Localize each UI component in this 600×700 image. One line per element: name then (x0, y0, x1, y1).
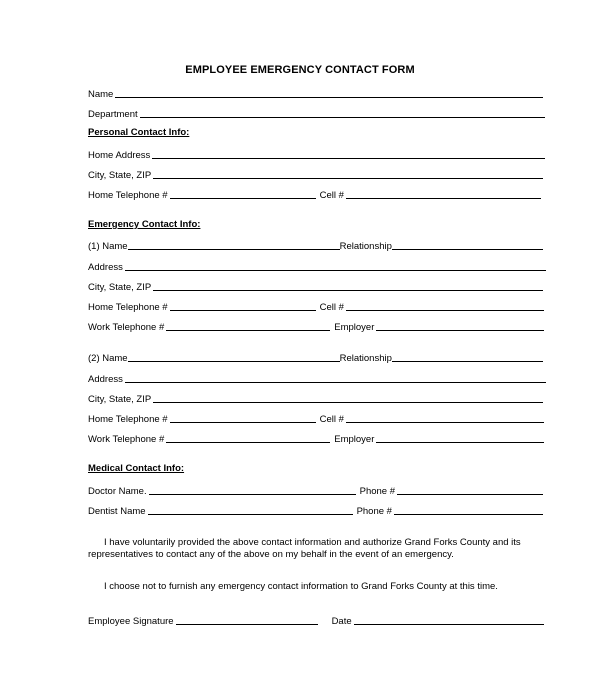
relationship-label: Relationship (339, 353, 392, 364)
contact1-cell-field[interactable] (346, 300, 544, 311)
employer-label: Employer (334, 434, 375, 445)
department-label: Department (88, 109, 138, 120)
city-state-zip-label: City, State, ZIP (88, 282, 152, 293)
signature-row (88, 613, 544, 627)
work-telephone-label: Work Telephone # (88, 322, 165, 333)
home-telephone-label: Home Telephone # (88, 190, 168, 201)
doctor-phone-label: Phone # (359, 486, 396, 497)
cell-label: Cell # (319, 302, 344, 313)
address-label: Address (88, 374, 123, 385)
contact1-employer-field[interactable] (376, 320, 544, 331)
contact1-name-label: (1) Name (88, 241, 128, 252)
contact2-work-telephone-field[interactable] (166, 432, 330, 443)
contact2-name-label: (2) Name (88, 353, 128, 364)
contact1-relationship-field[interactable] (392, 239, 543, 250)
dentist-phone-field[interactable] (394, 504, 543, 515)
form-title: EMPLOYEE EMERGENCY CONTACT FORM (185, 64, 415, 76)
dentist-name-field[interactable] (148, 504, 353, 515)
contact2-home-phone-row (88, 411, 544, 425)
dentist-phone-label: Phone # (356, 506, 392, 517)
home-telephone-label: Home Telephone # (88, 414, 168, 425)
contact2-relationship-field[interactable] (392, 351, 543, 362)
emergency-contact-heading: Emergency Contact Info: (88, 219, 201, 230)
contact2-city-row (88, 391, 543, 405)
doctor-phone-field[interactable] (397, 484, 543, 495)
date-field[interactable] (354, 614, 544, 625)
relationship-label: Relationship (339, 241, 392, 252)
contact1-city-field[interactable] (153, 280, 543, 291)
personal-phone-row (88, 187, 541, 201)
doctor-row (88, 483, 543, 497)
contact2-home-telephone-field[interactable] (170, 412, 316, 423)
personal-cell-field[interactable] (346, 188, 541, 199)
department-row (88, 106, 545, 120)
date-label: Date (331, 616, 352, 627)
contact2-address-row (88, 371, 546, 385)
contact1-work-phone-row (88, 319, 544, 333)
personal-city-field[interactable] (153, 168, 543, 179)
address-label: Address (88, 262, 123, 273)
home-address-label: Home Address (88, 150, 151, 161)
doctor-name-label: Doctor Name. (88, 486, 147, 497)
contact2-address-field[interactable] (125, 372, 546, 383)
home-address-field[interactable] (152, 148, 545, 159)
employee-signature-label: Employee Signature (88, 616, 174, 627)
contact1-work-telephone-field[interactable] (166, 320, 330, 331)
city-state-zip-label: City, State, ZIP (88, 170, 152, 181)
contact2-name-row (88, 350, 543, 364)
cell-label: Cell # (319, 190, 344, 201)
decline-statement: I choose not to furnish any emergency contact information to Grand Forks County at this time. (104, 581, 498, 592)
contact1-name-field[interactable] (128, 239, 340, 250)
employee-signature-field[interactable] (176, 614, 318, 625)
name-field[interactable] (115, 87, 543, 98)
doctor-name-field[interactable] (149, 484, 356, 495)
contact1-name-row (88, 238, 543, 252)
name-label: Name (88, 89, 114, 100)
name-row (88, 86, 543, 100)
authorization-statement: I have voluntarily provided the above contact information and authorize Grand Forks County and its representatives to contact any of the above on my behalf in the event of an emergency. (88, 537, 521, 560)
contact1-address-row (88, 259, 546, 273)
dentist-row (88, 503, 543, 517)
contact2-employer-field[interactable] (376, 432, 544, 443)
contact1-address-field[interactable] (125, 260, 546, 271)
contact2-city-field[interactable] (153, 392, 543, 403)
work-telephone-label: Work Telephone # (88, 434, 165, 445)
home-telephone-label: Home Telephone # (88, 302, 168, 313)
contact2-name-field[interactable] (128, 351, 340, 362)
personal-contact-heading: Personal Contact Info: (88, 127, 190, 138)
contact2-cell-field[interactable] (346, 412, 544, 423)
city-state-zip-label: City, State, ZIP (88, 394, 152, 405)
personal-city-row (88, 167, 543, 181)
medical-contact-heading: Medical Contact Info: (88, 463, 185, 474)
home-address-row (88, 147, 545, 161)
contact1-home-phone-row (88, 299, 544, 313)
contact2-work-phone-row (88, 431, 544, 445)
dentist-name-label: Dentist Name (88, 506, 146, 517)
contact1-home-telephone-field[interactable] (170, 300, 316, 311)
personal-home-telephone-field[interactable] (170, 188, 316, 199)
employer-label: Employer (334, 322, 375, 333)
cell-label: Cell # (319, 414, 344, 425)
department-field[interactable] (140, 107, 545, 118)
contact1-city-row (88, 279, 543, 293)
